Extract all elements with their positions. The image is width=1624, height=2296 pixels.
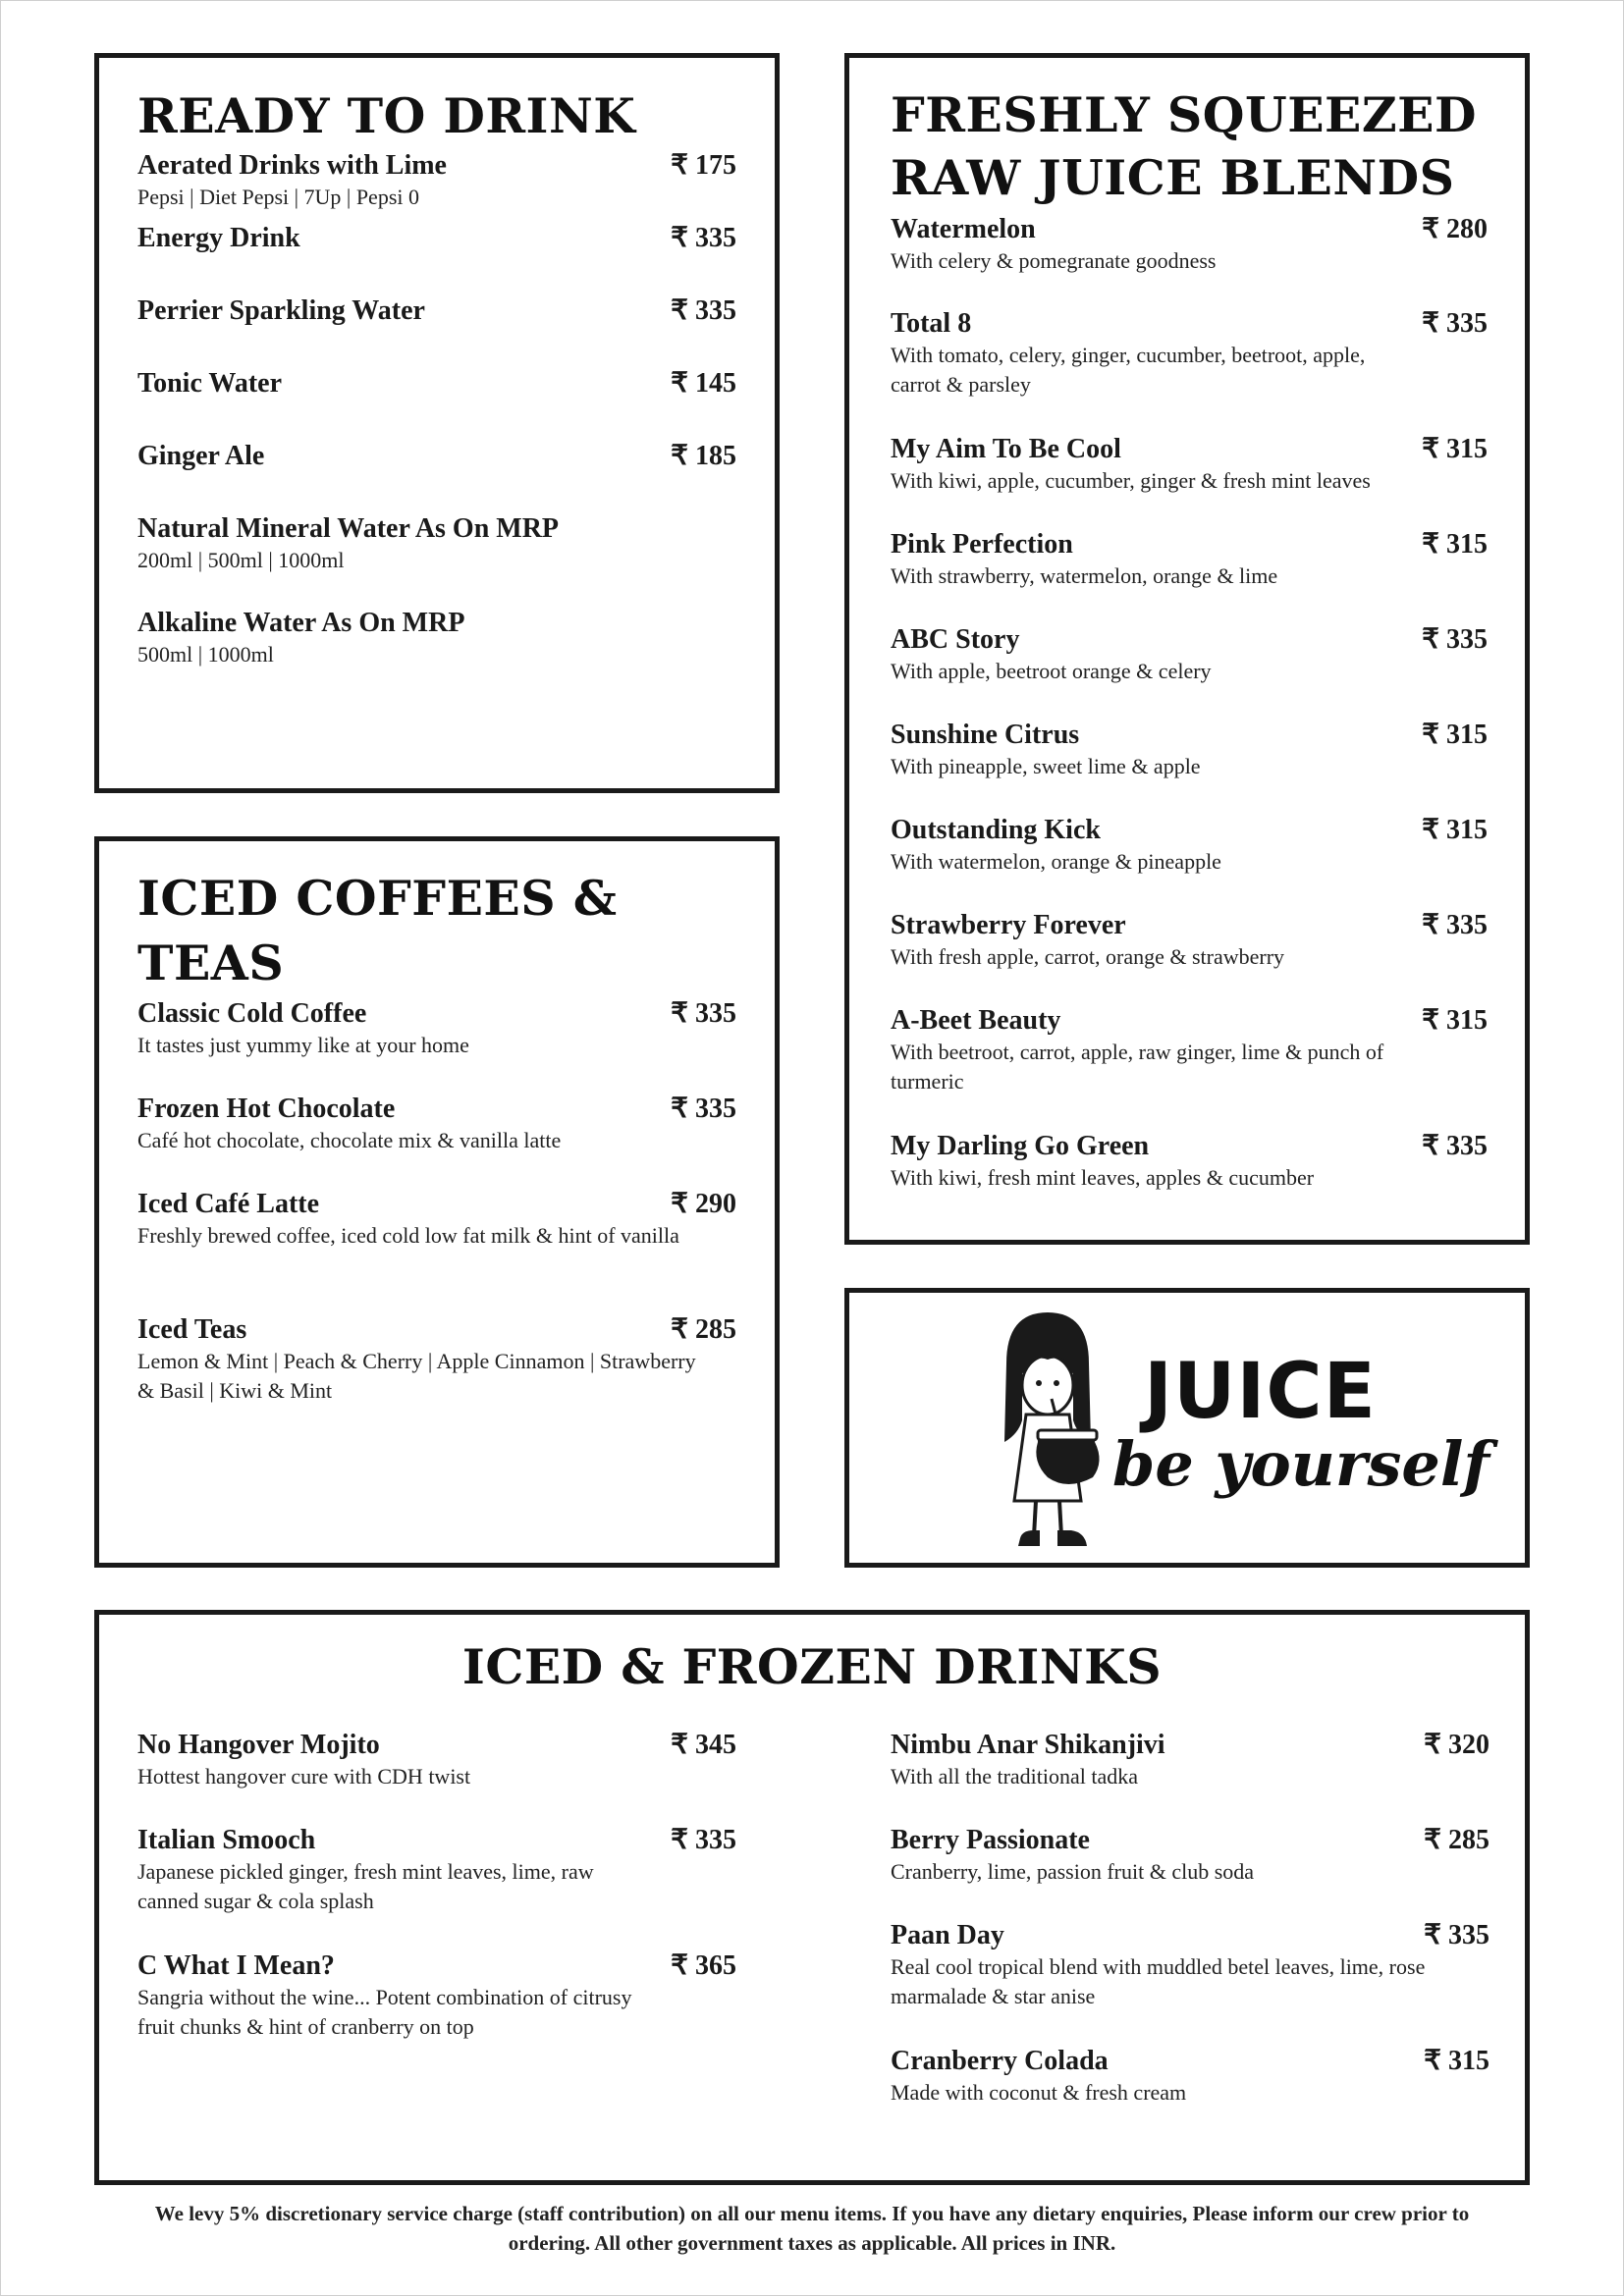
item-price: ₹ 335	[1422, 308, 1488, 339]
item-name: Perrier Sparkling Water	[137, 295, 425, 326]
item-desc: Japanese pickled ginger, fresh mint leaves, lime, raw canned sugar & cola splash	[137, 1859, 594, 1913]
item-name: Strawberry Forever	[891, 910, 1126, 940]
item-price: ₹ 315	[1422, 720, 1488, 750]
item-name: Berry Passionate	[891, 1825, 1090, 1855]
item-desc: Lemon & Mint | Peach & Cherry | Apple Cinnamon | Strawberry & Basil | Kiwi & Mint	[137, 1349, 696, 1403]
item-name: Sunshine Citrus	[891, 720, 1080, 750]
item-desc: With all the traditional tadka	[891, 1764, 1139, 1789]
item-name: Watermelon	[891, 214, 1036, 244]
item-price: ₹ 335	[671, 1094, 736, 1124]
menu-item	[137, 1313, 736, 1406]
item-price: ₹ 335	[1424, 1920, 1489, 1950]
iced-frozen-left-list	[137, 1729, 736, 2042]
item-name: Nimbu Anar Shikanjivi	[891, 1730, 1165, 1760]
item-name: Iced Café Latte	[137, 1189, 320, 1219]
menu-item	[137, 1729, 736, 1824]
item-desc: With kiwi, fresh mint leaves, apples & cucumber	[891, 1165, 1315, 1190]
item-name: Energy Drink	[137, 223, 300, 253]
item-desc: It tastes just yummy like at your home	[137, 1033, 469, 1057]
menu-item	[137, 1093, 736, 1188]
menu-item	[137, 1949, 736, 2042]
item-price: ₹ 290	[671, 1189, 736, 1219]
item-desc: With beetroot, carrot, apple, raw ginger, lime & punch of turmeric	[891, 1040, 1384, 1094]
item-name: My Aim To Be Cool	[891, 434, 1121, 464]
item-price: ₹ 285	[1424, 1825, 1489, 1855]
menu-item	[891, 814, 1488, 909]
item-name: Classic Cold Coffee	[137, 998, 367, 1029]
item-desc: Freshly brewed coffee, iced cold low fat milk & hint of vanilla	[137, 1223, 679, 1248]
item-desc: With tomato, celery, ginger, cucumber, beetroot, apple, carrot & parsley	[891, 343, 1366, 397]
item-name: Iced Teas	[137, 1314, 247, 1345]
iced-coffees-section	[94, 836, 780, 1568]
item-price: ₹ 365	[671, 1950, 736, 1981]
iced-coffees-title-line1: ICED COFFEES &	[137, 870, 618, 927]
iced-frozen-section	[94, 1610, 1530, 2185]
item-desc: 500ml | 1000ml	[137, 642, 274, 667]
menu-item	[891, 1824, 1489, 1919]
item-name: My Darling Go Green	[891, 1131, 1150, 1161]
brand-logo-word: JUICE	[1144, 1348, 1377, 1436]
item-price: ₹ 335	[1422, 1131, 1488, 1161]
item-price: ₹ 335	[1422, 624, 1488, 655]
menu-item	[137, 1188, 736, 1313]
item-name: Paan Day	[891, 1920, 1004, 1950]
menu-item	[137, 294, 736, 367]
item-desc: Hottest hangover cure with CDH twist	[137, 1764, 471, 1789]
item-desc: Pepsi | Diet Pepsi | 7Up | Pepsi 0	[137, 185, 419, 209]
girl-drinking-juice-icon	[979, 1305, 1116, 1560]
menu-item	[891, 1919, 1489, 2045]
item-name: C What I Mean?	[137, 1950, 335, 1981]
item-price: ₹ 175	[671, 150, 736, 181]
item-price: ₹ 345	[671, 1730, 736, 1760]
item-desc: With watermelon, orange & pineapple	[891, 849, 1221, 874]
item-name: Tonic Water	[137, 368, 283, 399]
item-price: ₹ 335	[671, 223, 736, 253]
item-desc: With fresh apple, carrot, orange & strawberry	[891, 944, 1285, 969]
item-name: Natural Mineral Water As On MRP	[137, 513, 560, 544]
menu-item	[137, 512, 736, 607]
menu-item	[137, 367, 736, 440]
item-price: ₹ 280	[1422, 214, 1488, 244]
menu-item	[891, 719, 1488, 814]
menu-item	[891, 623, 1488, 719]
item-desc: Made with coconut & fresh cream	[891, 2080, 1187, 2105]
item-desc: Sangria without the wine... Potent combination of citrusy fruit chunks & hint of cranberry on top	[137, 1985, 632, 2039]
item-name: Outstanding Kick	[891, 815, 1101, 845]
item-price: ₹ 335	[671, 1825, 736, 1855]
iced-frozen-right-list	[891, 1729, 1489, 2108]
menu-item	[137, 607, 736, 669]
item-price: ₹ 315	[1422, 529, 1488, 560]
menu-item	[891, 528, 1488, 623]
iced-coffees-title-line2: TEAS	[137, 934, 285, 991]
item-name: Ginger Ale	[137, 441, 265, 471]
menu-item	[137, 997, 736, 1093]
menu-item	[891, 307, 1488, 433]
menu-item	[891, 2045, 1489, 2108]
menu-item	[137, 222, 736, 294]
raw-juice-title-line1: FRESHLY SQUEEZED	[891, 86, 1478, 143]
menu-item	[137, 440, 736, 512]
item-name: Italian Smooch	[137, 1825, 316, 1855]
item-name: Total 8	[891, 308, 972, 339]
item-price: ₹ 315	[1422, 434, 1488, 464]
item-desc: With apple, beetroot orange & celery	[891, 659, 1212, 683]
item-price: ₹ 285	[671, 1314, 736, 1345]
item-price: ₹ 315	[1424, 2046, 1489, 2076]
menu-item	[891, 433, 1488, 528]
item-price: ₹ 315	[1422, 815, 1488, 845]
raw-juice-list	[891, 213, 1488, 1193]
item-price: ₹ 335	[1422, 910, 1488, 940]
brand-logo-tagline: be yourself	[1112, 1428, 1490, 1500]
iced-frozen-title: ICED & FROZEN DRINKS	[461, 1638, 1163, 1695]
menu-item	[137, 1824, 736, 1949]
item-price: ₹ 320	[1424, 1730, 1489, 1760]
raw-juice-title-line2: RAW JUICE BLENDS	[891, 149, 1455, 206]
item-name: Frozen Hot Chocolate	[137, 1094, 396, 1124]
item-desc: Cranberry, lime, passion fruit & club soda	[891, 1859, 1255, 1884]
iced-coffees-list	[137, 997, 736, 1406]
item-name: Cranberry Colada	[891, 2046, 1109, 2076]
ready-to-drink-list	[137, 149, 736, 669]
service-charge-note: We levy 5% discretionary service charge (staff contribution) on all our menu items. If you have any dietary enquiries, Please inform our crew prior to ordering. All other government taxes as applicable. All prices in INR.	[154, 2202, 1470, 2255]
ready-to-drink-section	[94, 53, 780, 793]
item-desc: 200ml | 500ml | 1000ml	[137, 548, 345, 572]
item-desc: With kiwi, apple, cucumber, ginger & fresh mint leaves	[891, 468, 1371, 493]
menu-item	[891, 213, 1488, 307]
menu-item	[891, 1130, 1488, 1193]
item-name: Alkaline Water As On MRP	[137, 608, 465, 638]
item-price: ₹ 185	[671, 441, 736, 471]
menu-item	[137, 149, 736, 222]
item-name: A-Beet Beauty	[891, 1005, 1061, 1036]
item-desc: Real cool tropical blend with muddled betel leaves, lime, rose marmalade & star anise	[891, 1954, 1426, 2008]
item-desc: With strawberry, watermelon, orange & lime	[891, 563, 1278, 588]
item-name: ABC Story	[891, 624, 1020, 655]
item-price: ₹ 145	[671, 368, 736, 399]
ready-to-drink-title: READY TO DRINK	[137, 87, 636, 144]
item-price: ₹ 335	[671, 295, 736, 326]
item-desc: Café hot chocolate, chocolate mix & vanilla latte	[137, 1128, 562, 1152]
item-desc: With celery & pomegranate goodness	[891, 248, 1217, 273]
menu-item	[891, 909, 1488, 1004]
item-price: ₹ 335	[671, 998, 736, 1029]
raw-juice-section	[844, 53, 1530, 1245]
item-price: ₹ 315	[1422, 1005, 1488, 1036]
menu-item	[891, 1004, 1488, 1130]
menu-item	[891, 1729, 1489, 1824]
item-name: Pink Perfection	[891, 529, 1073, 560]
item-desc: With pineapple, sweet lime & apple	[891, 754, 1201, 778]
brand-logo-box	[844, 1288, 1530, 1568]
item-name: Aerated Drinks with Lime	[137, 150, 447, 181]
item-name: No Hangover Mojito	[137, 1730, 380, 1760]
